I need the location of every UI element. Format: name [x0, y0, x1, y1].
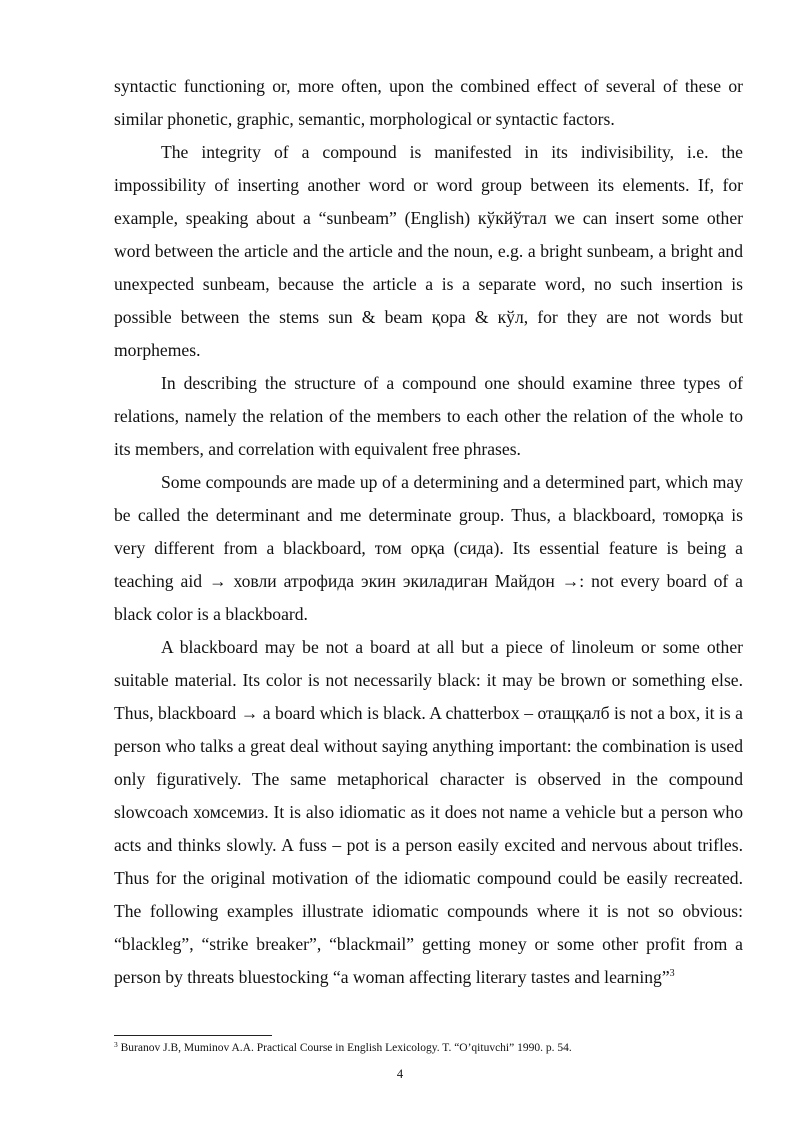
paragraph-compound-structure: In describing the structure of a compound one should examine three types of relations, namely the relation of the members to each other the relation of the whole to its members, and correlation with equivalent free phrases.: [114, 373, 743, 459]
footnote-number: 3: [114, 1040, 118, 1049]
paragraph-continuation: syntactic functioning or, more often, upon the combined effect of several of these or similar phonetic, graphic, semantic, morphological or syntactic factors.: [114, 76, 743, 129]
paragraph-compound-integrity: The integrity of a compound is manifested in its indivisibility, i.e. the impossibility of inserting another word or word group between its elements. If, for example, speaking about a “sunbeam” (English) кўкйўтал we can insert some other word between the article and the article and the noun, e.g. a bright sunbeam, a bright and unexpected sunbeam, because the article a is a separate word, no such insertion is possible between the stems sun & beam қора & кўл, for they are not words but morphemes.: [114, 142, 743, 360]
paragraph-idiomatic-text: A blackboard may be not a board at all but a piece of linoleum or some other suitable material. Its color is not necessarily black: it may be brown or something else. Thus, blackboard → a board which is black. A chatterbox – отащқалб is not a box, it is a person who talks a great deal without saying anything important: the combination is used only figuratively. The same metaphorical character is observed in the compound slowcoach хомсемиз. It is also idiomatic as it does not name a vehicle but a person who acts and thinks slowly. A fuss – pot is a person easily excited and nervous about trifles. Thus for the original motivation of the idiomatic compound could be easily recreated. The following examples illustrate idiomatic compounds where it is not so obvious: “blackleg”, “strike breaker”, “blackmail” getting money or some other profit from a person by threats bluestocking “a woman affecting literary tastes and learning”: [114, 637, 743, 987]
paragraph-determinant: Some compounds are made up of a determining and a determined part, which may be called the determinant and me determinate group. Thus, a blackboard, томорқа is very different from a blackboard, том орқа (сида). Its essential feature is being a teaching aid → ховли атрофида экин экиладиган Майдон →: not every board of a black color is a blackboard.: [114, 472, 743, 624]
footnote-text: Buranov J.B, Muminov A.A. Practical Course in English Lexicology. T. “O’qituvchi” 1990. p. 54.: [120, 1042, 572, 1054]
footnote-reference: 3: [669, 968, 675, 979]
body-text: [114, 70, 743, 994]
footnote: [114, 1041, 754, 1056]
footnote-separator: [114, 1035, 272, 1036]
page-number: 4: [396, 1067, 404, 1081]
paragraph-idiomatic-compounds: [114, 631, 743, 994]
